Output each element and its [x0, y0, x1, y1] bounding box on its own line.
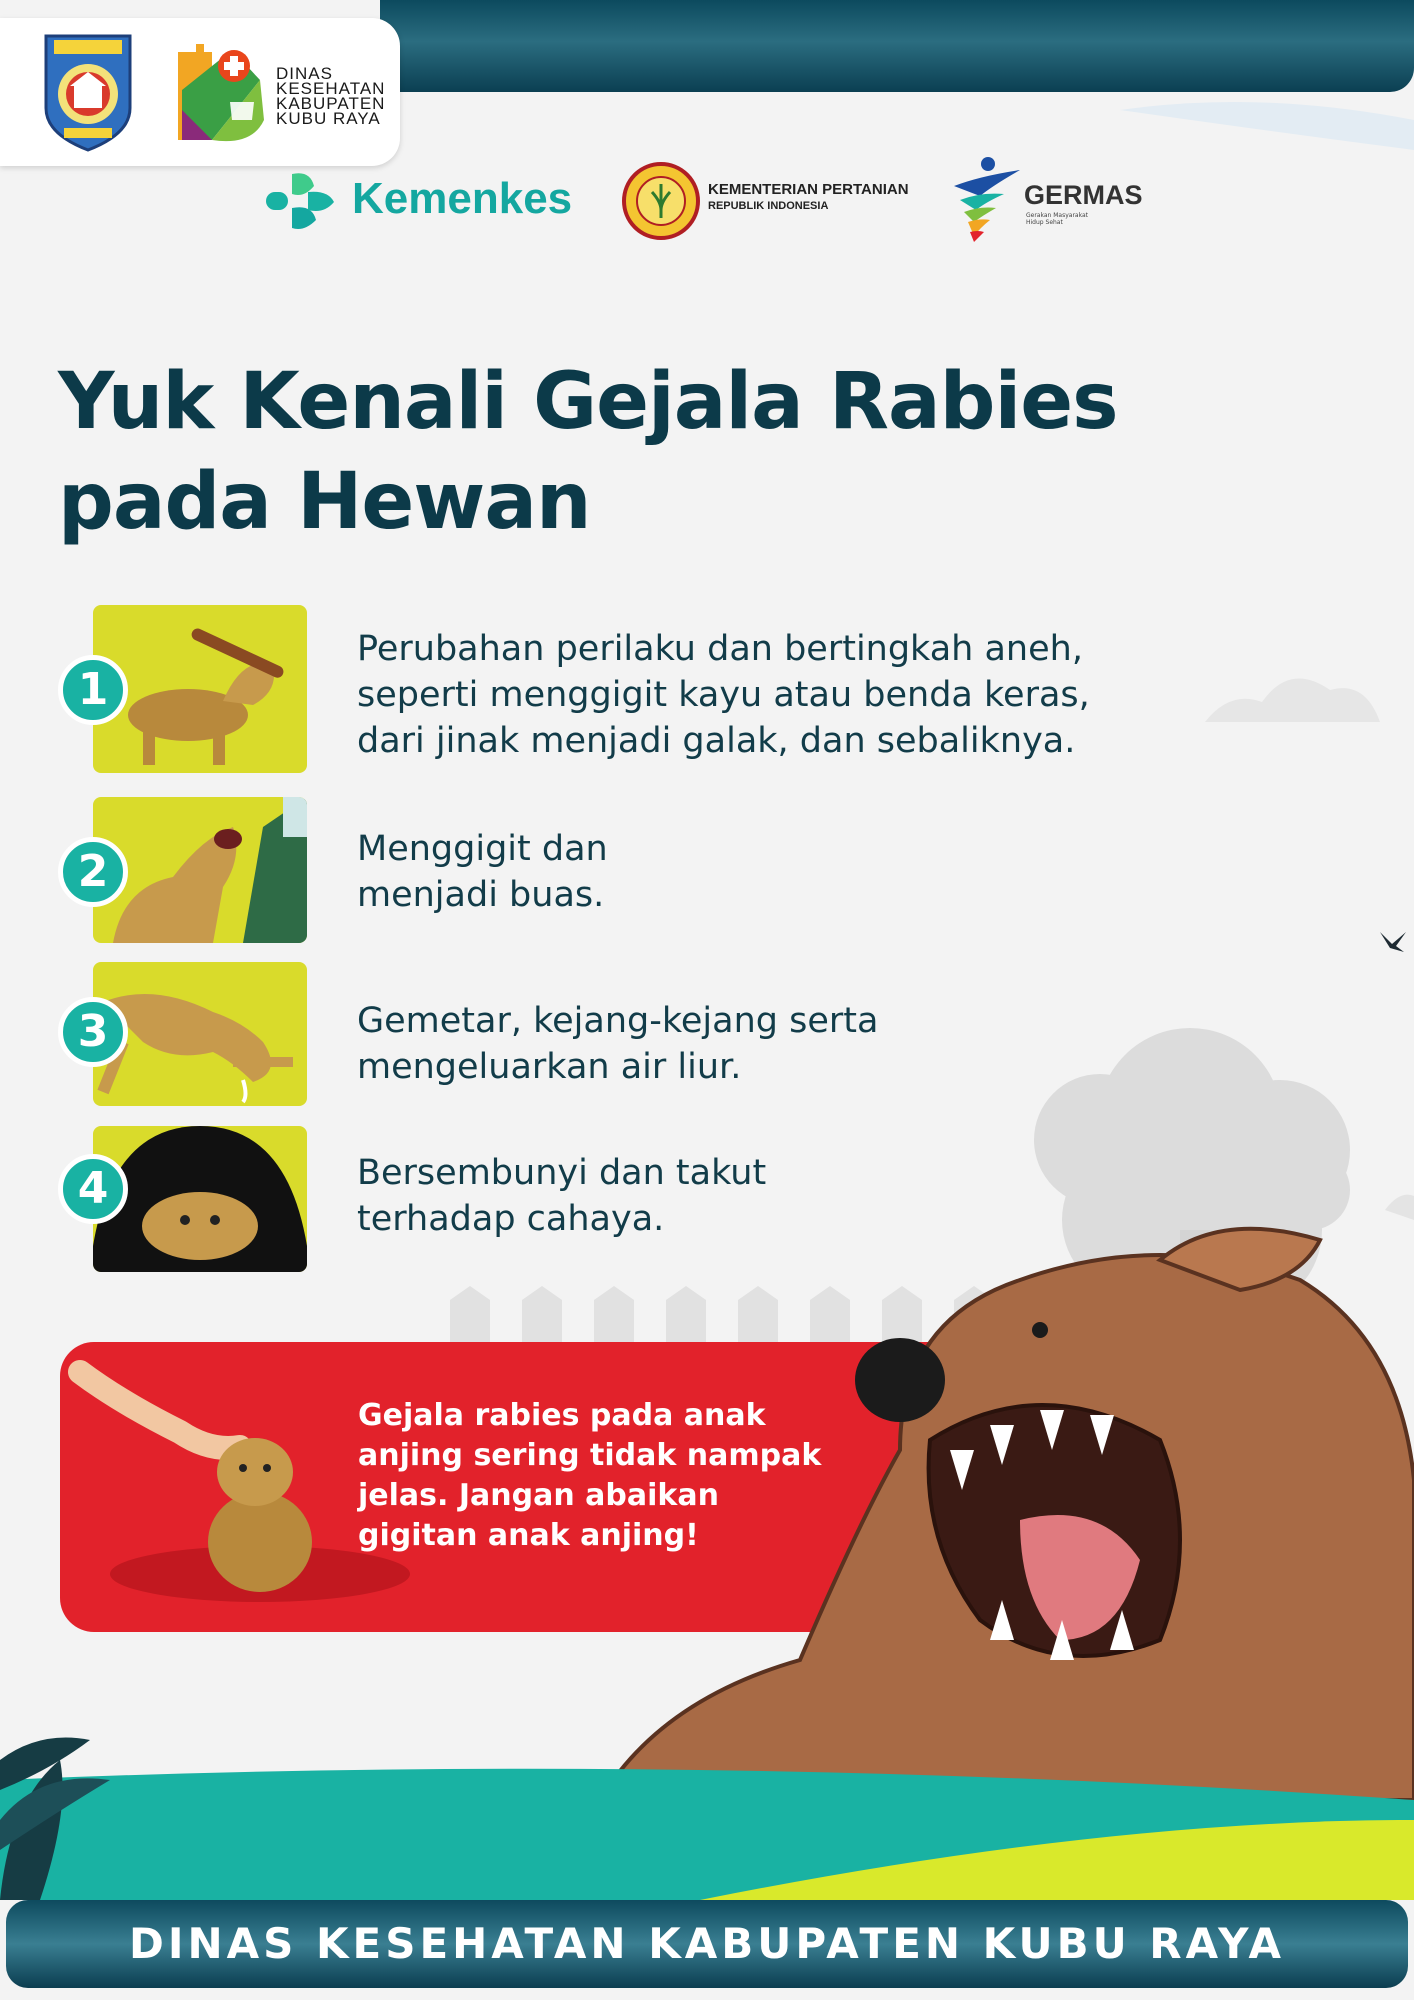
symptom-line: seperti menggigit kayu atau benda keras,	[357, 675, 1090, 715]
symptom-line: dari jinak menjadi galak, dan sebaliknya.	[357, 721, 1076, 761]
palm-leaf-icon	[0, 1700, 120, 1900]
symptom-text-3	[357, 998, 878, 1090]
symptom-text-2	[357, 826, 608, 918]
angry-dog-illustration-icon	[600, 1220, 1414, 1800]
warning-line: jelas. Jangan abaikan	[358, 1478, 719, 1513]
symptom-line: Gemetar, kejang-kejang serta	[357, 1001, 879, 1041]
symptom-line: menjadi buas.	[357, 875, 605, 915]
footer-banner	[6, 1900, 1408, 1988]
ground-band	[0, 1760, 1414, 1900]
dinkes-line: DINAS	[276, 64, 333, 83]
kemenkes-logo-text: Kemenkes	[352, 174, 573, 223]
title-line: pada Hewan	[58, 457, 591, 547]
symptom-line: mengeluarkan air liur.	[357, 1047, 742, 1087]
germas-subtitle: Gerakan Masyarakat Hidup Sehat	[1026, 212, 1088, 226]
number-badge-4: 4	[58, 1154, 128, 1224]
number-badge-1: 1	[58, 655, 128, 725]
page-title	[58, 352, 1118, 552]
symptom-text-1	[357, 626, 1090, 764]
symptom-line: Perubahan perilaku dan bertingkah aneh,	[357, 629, 1083, 669]
dinkes-line: KABUPATEN	[276, 94, 386, 113]
title-line: Yuk Kenali Gejala Rabies	[58, 357, 1118, 447]
number-badge-3: 3	[58, 997, 128, 1067]
warning-line: Gejala rabies pada anak	[358, 1398, 766, 1433]
kementan-line: KEMENTERIAN PERTANIAN	[708, 181, 909, 198]
symptom-line: Menggigit dan	[357, 829, 608, 869]
number-badge-2: 2	[58, 837, 128, 907]
germas-logo-text: GERMAS	[1024, 180, 1143, 210]
footer-text: DINAS KESEHATAN KABUPATEN KUBU RAYA	[128, 1919, 1286, 1968]
dinkes-line: KESEHATAN	[276, 79, 386, 98]
symptom-line: Bersembunyi dan takut	[357, 1153, 767, 1193]
warning-line: gigitan anak anjing!	[358, 1518, 699, 1553]
dinkes-line: KUBU RAYA	[276, 109, 381, 128]
kementan-line: REPUBLIK INDONESIA	[708, 200, 829, 212]
symptom-line: terhadap cahaya.	[357, 1199, 665, 1239]
warning-line: anjing sering tidak nampak	[358, 1438, 822, 1473]
